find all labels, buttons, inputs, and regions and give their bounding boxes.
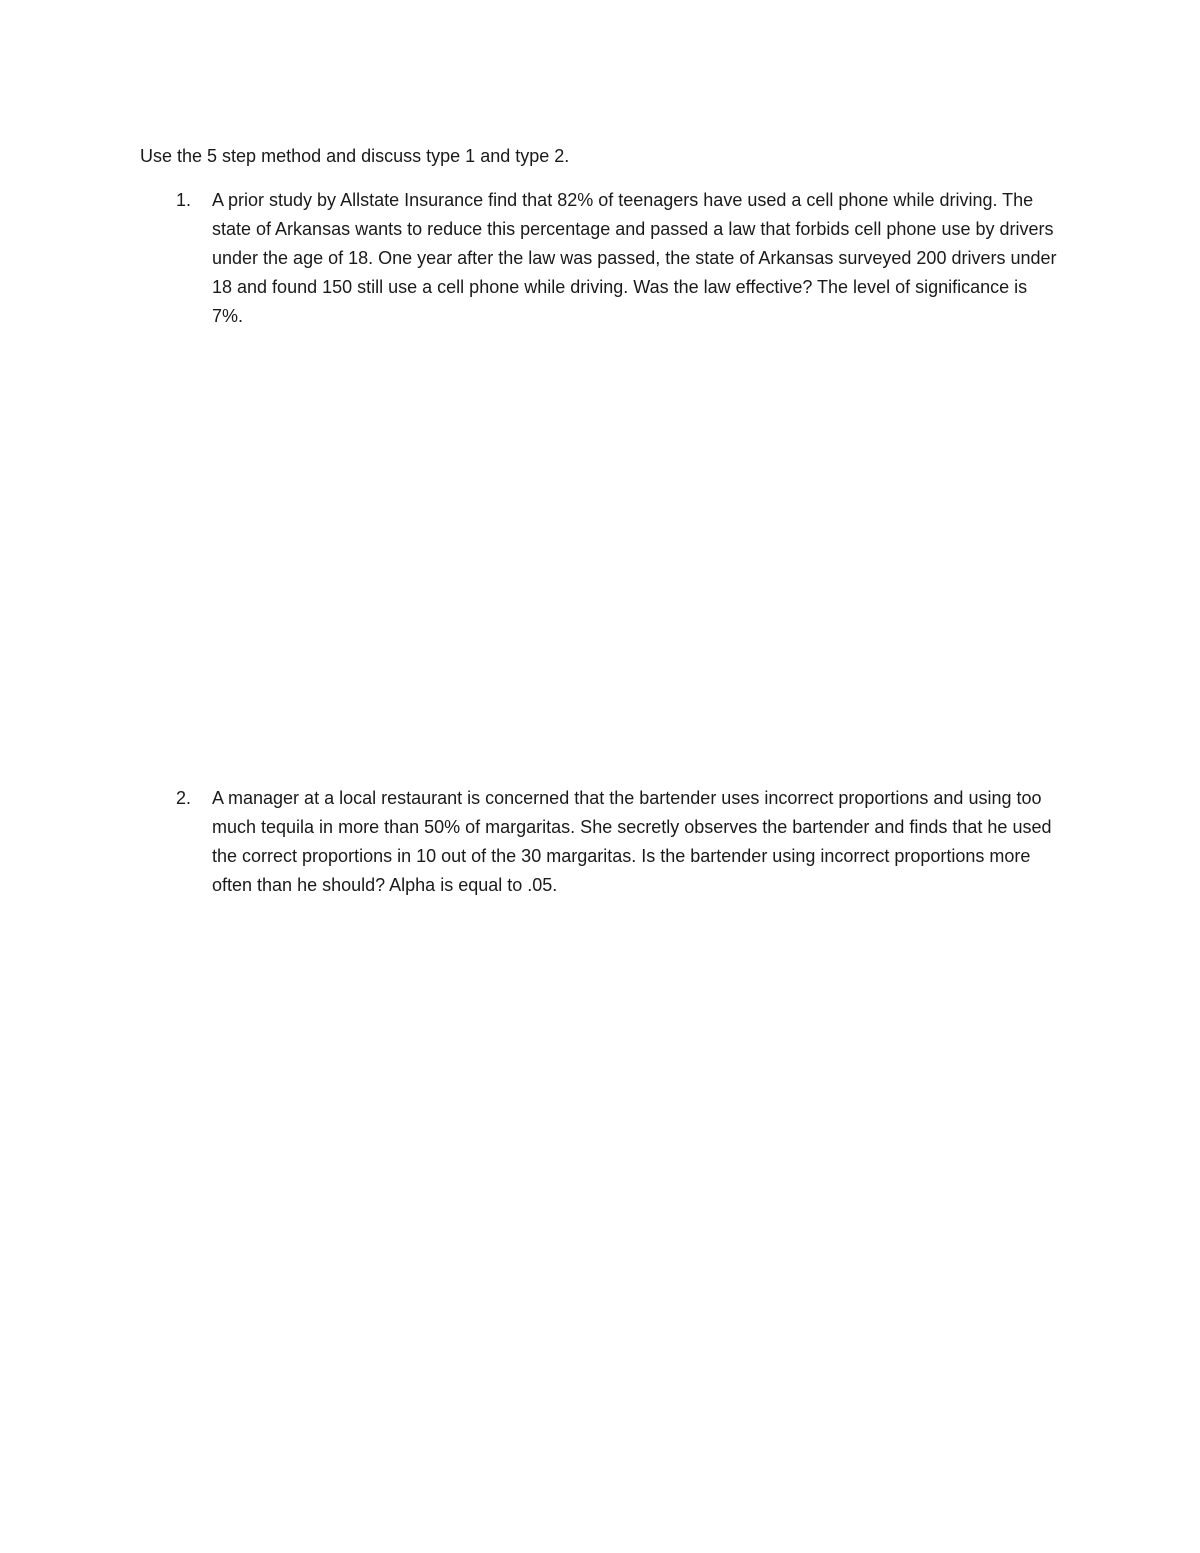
question-2 — [140, 784, 1060, 900]
question-number: 2. — [176, 788, 192, 808]
question-text: A manager at a local restaurant is concerned that the bartender uses incorrect proportions and using too much tequila in more than 50% of margaritas. She secretly observes the bartender and finds that he used the correct proportions in 10 out of the 30 margaritas. Is the bartender using incorrect proportions more often than he should? Alpha is equal to .05. — [212, 788, 1052, 895]
question-text: A prior study by Allstate Insurance find that 82% of teenagers have used a cell phone while driving. The state of Arkansas wants to reduce this percentage and passed a law that forbids cell phone use by drivers under the age of 18. One year after the law was passed, the state of Arkansas surveyed 200 drivers under 18 and found 150 still use a cell phone while driving. Was the law effective? The level of significance is 7%. — [212, 190, 1057, 326]
question-number: 1. — [176, 190, 192, 210]
question-1 — [140, 186, 1060, 331]
instruction-text: Use the 5 step method and discuss type 1 and type 2. — [140, 146, 570, 166]
